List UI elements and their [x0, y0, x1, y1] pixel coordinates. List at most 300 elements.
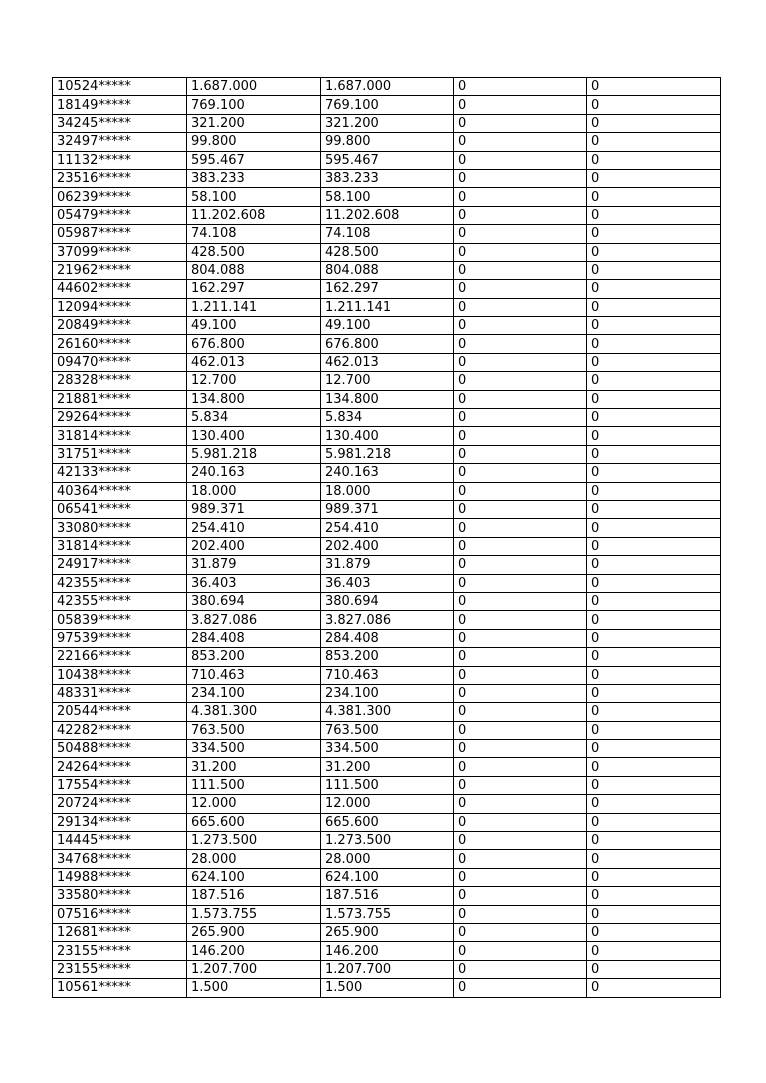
balance-cell: 0: [454, 868, 587, 886]
amount-cell: 146.200: [187, 942, 321, 960]
id-cell: 11132*****: [53, 151, 187, 169]
amount-paid-cell: 49.100: [321, 317, 454, 335]
amount-paid-cell: 31.200: [321, 758, 454, 776]
remainder-cell: 0: [587, 721, 721, 739]
data-table: [52, 77, 721, 998]
amount-paid-cell: 99.800: [321, 133, 454, 151]
balance-cell: 0: [454, 188, 587, 206]
remainder-cell: 0: [587, 500, 721, 518]
balance-cell: 0: [454, 776, 587, 794]
table-row: [53, 409, 721, 427]
remainder-cell: 0: [587, 114, 721, 132]
remainder-cell: 0: [587, 225, 721, 243]
amount-paid-cell: 334.500: [321, 740, 454, 758]
remainder-cell: 0: [587, 280, 721, 298]
remainder-cell: 0: [587, 611, 721, 629]
table-row: [53, 795, 721, 813]
balance-cell: 0: [454, 225, 587, 243]
id-cell: 34245*****: [53, 114, 187, 132]
remainder-cell: 0: [587, 206, 721, 224]
amount-cell: 130.400: [187, 427, 321, 445]
table-row: [53, 868, 721, 886]
remainder-cell: 0: [587, 445, 721, 463]
table-row: [53, 151, 721, 169]
id-cell: 05839*****: [53, 611, 187, 629]
amount-cell: 284.408: [187, 629, 321, 647]
amount-cell: 12.000: [187, 795, 321, 813]
amount-cell: 18.000: [187, 482, 321, 500]
id-cell: 10438*****: [53, 666, 187, 684]
amount-paid-cell: 18.000: [321, 482, 454, 500]
id-cell: 37099*****: [53, 243, 187, 261]
id-cell: 21962*****: [53, 261, 187, 279]
id-cell: 10561*****: [53, 979, 187, 997]
amount-paid-cell: 804.088: [321, 261, 454, 279]
amount-paid-cell: 12.000: [321, 795, 454, 813]
table-row: [53, 684, 721, 702]
balance-cell: 0: [454, 648, 587, 666]
balance-cell: 0: [454, 666, 587, 684]
table-row: [53, 280, 721, 298]
amount-paid-cell: 31.879: [321, 556, 454, 574]
remainder-cell: 0: [587, 261, 721, 279]
table-row: [53, 923, 721, 941]
id-cell: 24917*****: [53, 556, 187, 574]
amount-paid-cell: 1.500: [321, 979, 454, 997]
id-cell: 31814*****: [53, 537, 187, 555]
amount-cell: 111.500: [187, 776, 321, 794]
amount-paid-cell: 383.233: [321, 169, 454, 187]
amount-cell: 676.800: [187, 335, 321, 353]
balance-cell: 0: [454, 335, 587, 353]
balance-cell: 0: [454, 427, 587, 445]
table-row: [53, 556, 721, 574]
table-row: [53, 850, 721, 868]
table-row: [53, 427, 721, 445]
balance-cell: 0: [454, 703, 587, 721]
balance-cell: 0: [454, 813, 587, 831]
balance-cell: 0: [454, 887, 587, 905]
balance-cell: 0: [454, 721, 587, 739]
remainder-cell: 0: [587, 942, 721, 960]
id-cell: 29264*****: [53, 409, 187, 427]
id-cell: 33580*****: [53, 887, 187, 905]
amount-cell: 134.800: [187, 390, 321, 408]
remainder-cell: 0: [587, 850, 721, 868]
remainder-cell: 0: [587, 648, 721, 666]
amount-paid-cell: 428.500: [321, 243, 454, 261]
amount-paid-cell: 202.400: [321, 537, 454, 555]
amount-cell: 5.981.218: [187, 445, 321, 463]
remainder-cell: 0: [587, 427, 721, 445]
table-row: [53, 243, 721, 261]
id-cell: 14988*****: [53, 868, 187, 886]
amount-paid-cell: 111.500: [321, 776, 454, 794]
amount-paid-cell: 254.410: [321, 519, 454, 537]
id-cell: 34768*****: [53, 850, 187, 868]
amount-cell: 321.200: [187, 114, 321, 132]
remainder-cell: 0: [587, 832, 721, 850]
amount-paid-cell: 1.687.000: [321, 78, 454, 96]
remainder-cell: 0: [587, 335, 721, 353]
remainder-cell: 0: [587, 666, 721, 684]
balance-cell: 0: [454, 317, 587, 335]
table-row: [53, 225, 721, 243]
balance-cell: 0: [454, 942, 587, 960]
table-row: [53, 942, 721, 960]
amount-paid-cell: 321.200: [321, 114, 454, 132]
table-row: [53, 721, 721, 739]
amount-cell: 1.207.700: [187, 960, 321, 978]
balance-cell: 0: [454, 133, 587, 151]
balance-cell: 0: [454, 795, 587, 813]
amount-cell: 58.100: [187, 188, 321, 206]
amount-paid-cell: 769.100: [321, 96, 454, 114]
amount-paid-cell: 710.463: [321, 666, 454, 684]
amount-paid-cell: 187.516: [321, 887, 454, 905]
amount-cell: 380.694: [187, 592, 321, 610]
amount-paid-cell: 1.211.141: [321, 298, 454, 316]
amount-cell: 240.163: [187, 464, 321, 482]
table-row: [53, 464, 721, 482]
amount-paid-cell: 28.000: [321, 850, 454, 868]
amount-cell: 12.700: [187, 372, 321, 390]
remainder-cell: 0: [587, 629, 721, 647]
table-row: [53, 979, 721, 997]
id-cell: 23155*****: [53, 942, 187, 960]
remainder-cell: 0: [587, 740, 721, 758]
table-row: [53, 500, 721, 518]
id-cell: 42133*****: [53, 464, 187, 482]
remainder-cell: 0: [587, 482, 721, 500]
amount-paid-cell: 162.297: [321, 280, 454, 298]
id-cell: 97539*****: [53, 629, 187, 647]
remainder-cell: 0: [587, 169, 721, 187]
remainder-cell: 0: [587, 298, 721, 316]
table-row: [53, 960, 721, 978]
table-row: [53, 592, 721, 610]
id-cell: 06541*****: [53, 500, 187, 518]
amount-cell: 4.381.300: [187, 703, 321, 721]
balance-cell: 0: [454, 979, 587, 997]
remainder-cell: 0: [587, 887, 721, 905]
amount-paid-cell: 134.800: [321, 390, 454, 408]
id-cell: 26160*****: [53, 335, 187, 353]
amount-cell: 1.573.755: [187, 905, 321, 923]
balance-cell: 0: [454, 169, 587, 187]
amount-paid-cell: 4.381.300: [321, 703, 454, 721]
id-cell: 40364*****: [53, 482, 187, 500]
balance-cell: 0: [454, 96, 587, 114]
id-cell: 50488*****: [53, 740, 187, 758]
balance-cell: 0: [454, 114, 587, 132]
amount-paid-cell: 146.200: [321, 942, 454, 960]
id-cell: 20849*****: [53, 317, 187, 335]
remainder-cell: 0: [587, 372, 721, 390]
balance-cell: 0: [454, 740, 587, 758]
balance-cell: 0: [454, 445, 587, 463]
balance-cell: 0: [454, 684, 587, 702]
amount-paid-cell: 665.600: [321, 813, 454, 831]
amount-cell: 1.500: [187, 979, 321, 997]
amount-paid-cell: 763.500: [321, 721, 454, 739]
remainder-cell: 0: [587, 133, 721, 151]
amount-paid-cell: 36.403: [321, 574, 454, 592]
amount-paid-cell: 1.207.700: [321, 960, 454, 978]
amount-cell: 265.900: [187, 923, 321, 941]
remainder-cell: 0: [587, 923, 721, 941]
table-row: [53, 905, 721, 923]
amount-cell: 428.500: [187, 243, 321, 261]
remainder-cell: 0: [587, 409, 721, 427]
balance-cell: 0: [454, 611, 587, 629]
id-cell: 07516*****: [53, 905, 187, 923]
amount-paid-cell: 11.202.608: [321, 206, 454, 224]
remainder-cell: 0: [587, 96, 721, 114]
amount-cell: 187.516: [187, 887, 321, 905]
table-row: [53, 169, 721, 187]
id-cell: 42282*****: [53, 721, 187, 739]
id-cell: 44602*****: [53, 280, 187, 298]
table-row: [53, 758, 721, 776]
table-row: [53, 390, 721, 408]
id-cell: 20724*****: [53, 795, 187, 813]
balance-cell: 0: [454, 556, 587, 574]
table-row: [53, 703, 721, 721]
remainder-cell: 0: [587, 151, 721, 169]
amount-paid-cell: 624.100: [321, 868, 454, 886]
balance-cell: 0: [454, 243, 587, 261]
balance-cell: 0: [454, 905, 587, 923]
amount-paid-cell: 380.694: [321, 592, 454, 610]
amount-cell: 763.500: [187, 721, 321, 739]
amount-paid-cell: 130.400: [321, 427, 454, 445]
id-cell: 42355*****: [53, 574, 187, 592]
table-row: [53, 133, 721, 151]
balance-cell: 0: [454, 372, 587, 390]
id-cell: 22166*****: [53, 648, 187, 666]
amount-cell: 334.500: [187, 740, 321, 758]
table-row: [53, 372, 721, 390]
remainder-cell: 0: [587, 243, 721, 261]
balance-cell: 0: [454, 923, 587, 941]
balance-cell: 0: [454, 151, 587, 169]
amount-cell: 31.879: [187, 556, 321, 574]
table-row: [53, 832, 721, 850]
balance-cell: 0: [454, 629, 587, 647]
id-cell: 31814*****: [53, 427, 187, 445]
balance-cell: 0: [454, 537, 587, 555]
amount-paid-cell: 3.827.086: [321, 611, 454, 629]
table-row: [53, 611, 721, 629]
amount-cell: 1.273.500: [187, 832, 321, 850]
table-row: [53, 887, 721, 905]
amount-cell: 162.297: [187, 280, 321, 298]
balance-cell: 0: [454, 500, 587, 518]
remainder-cell: 0: [587, 960, 721, 978]
id-cell: 33080*****: [53, 519, 187, 537]
remainder-cell: 0: [587, 592, 721, 610]
table-row: [53, 298, 721, 316]
amount-paid-cell: 595.467: [321, 151, 454, 169]
amount-cell: 74.108: [187, 225, 321, 243]
balance-cell: 0: [454, 832, 587, 850]
remainder-cell: 0: [587, 464, 721, 482]
amount-cell: 853.200: [187, 648, 321, 666]
amount-paid-cell: 234.100: [321, 684, 454, 702]
remainder-cell: 0: [587, 905, 721, 923]
table-row: [53, 482, 721, 500]
amount-cell: 49.100: [187, 317, 321, 335]
table-row: [53, 335, 721, 353]
balance-cell: 0: [454, 850, 587, 868]
id-cell: 12094*****: [53, 298, 187, 316]
balance-cell: 0: [454, 960, 587, 978]
remainder-cell: 0: [587, 795, 721, 813]
amount-cell: 383.233: [187, 169, 321, 187]
remainder-cell: 0: [587, 813, 721, 831]
remainder-cell: 0: [587, 519, 721, 537]
amount-cell: 99.800: [187, 133, 321, 151]
table-row: [53, 114, 721, 132]
amount-cell: 710.463: [187, 666, 321, 684]
table-row: [53, 78, 721, 96]
amount-cell: 28.000: [187, 850, 321, 868]
id-cell: 05479*****: [53, 206, 187, 224]
balance-cell: 0: [454, 261, 587, 279]
id-cell: 42355*****: [53, 592, 187, 610]
amount-cell: 31.200: [187, 758, 321, 776]
id-cell: 06239*****: [53, 188, 187, 206]
amount-cell: 36.403: [187, 574, 321, 592]
amount-cell: 665.600: [187, 813, 321, 831]
id-cell: 20544*****: [53, 703, 187, 721]
id-cell: 23155*****: [53, 960, 187, 978]
id-cell: 48331*****: [53, 684, 187, 702]
remainder-cell: 0: [587, 574, 721, 592]
amount-cell: 462.013: [187, 353, 321, 371]
amount-cell: 5.834: [187, 409, 321, 427]
table-body: [53, 78, 721, 998]
amount-paid-cell: 853.200: [321, 648, 454, 666]
amount-cell: 202.400: [187, 537, 321, 555]
amount-paid-cell: 989.371: [321, 500, 454, 518]
id-cell: 24264*****: [53, 758, 187, 776]
amount-cell: 769.100: [187, 96, 321, 114]
id-cell: 14445*****: [53, 832, 187, 850]
remainder-cell: 0: [587, 979, 721, 997]
table-row: [53, 206, 721, 224]
table-row: [53, 537, 721, 555]
id-cell: 12681*****: [53, 923, 187, 941]
remainder-cell: 0: [587, 868, 721, 886]
amount-paid-cell: 265.900: [321, 923, 454, 941]
table-row: [53, 574, 721, 592]
table-row: [53, 353, 721, 371]
amount-cell: 234.100: [187, 684, 321, 702]
amount-cell: 595.467: [187, 151, 321, 169]
amount-cell: 11.202.608: [187, 206, 321, 224]
id-cell: 31751*****: [53, 445, 187, 463]
amount-cell: 254.410: [187, 519, 321, 537]
remainder-cell: 0: [587, 684, 721, 702]
table-row: [53, 629, 721, 647]
amount-paid-cell: 284.408: [321, 629, 454, 647]
id-cell: 18149*****: [53, 96, 187, 114]
table-row: [53, 519, 721, 537]
table-row: [53, 261, 721, 279]
balance-cell: 0: [454, 592, 587, 610]
remainder-cell: 0: [587, 758, 721, 776]
amount-paid-cell: 12.700: [321, 372, 454, 390]
id-cell: 23516*****: [53, 169, 187, 187]
id-cell: 05987*****: [53, 225, 187, 243]
table-row: [53, 666, 721, 684]
table-row: [53, 96, 721, 114]
table-row: [53, 188, 721, 206]
id-cell: 09470*****: [53, 353, 187, 371]
remainder-cell: 0: [587, 776, 721, 794]
id-cell: 32497*****: [53, 133, 187, 151]
remainder-cell: 0: [587, 353, 721, 371]
amount-cell: 624.100: [187, 868, 321, 886]
balance-cell: 0: [454, 280, 587, 298]
remainder-cell: 0: [587, 188, 721, 206]
id-cell: 10524*****: [53, 78, 187, 96]
table-row: [53, 813, 721, 831]
table-row: [53, 445, 721, 463]
amount-paid-cell: 74.108: [321, 225, 454, 243]
amount-paid-cell: 1.573.755: [321, 905, 454, 923]
remainder-cell: 0: [587, 317, 721, 335]
remainder-cell: 0: [587, 703, 721, 721]
balance-cell: 0: [454, 206, 587, 224]
id-cell: 21881*****: [53, 390, 187, 408]
balance-cell: 0: [454, 78, 587, 96]
amount-paid-cell: 676.800: [321, 335, 454, 353]
remainder-cell: 0: [587, 390, 721, 408]
amount-paid-cell: 5.834: [321, 409, 454, 427]
amount-cell: 3.827.086: [187, 611, 321, 629]
balance-cell: 0: [454, 464, 587, 482]
amount-cell: 1.211.141: [187, 298, 321, 316]
table-row: [53, 776, 721, 794]
amount-paid-cell: 240.163: [321, 464, 454, 482]
balance-cell: 0: [454, 482, 587, 500]
amount-paid-cell: 462.013: [321, 353, 454, 371]
balance-cell: 0: [454, 758, 587, 776]
amount-cell: 804.088: [187, 261, 321, 279]
id-cell: 17554*****: [53, 776, 187, 794]
balance-cell: 0: [454, 298, 587, 316]
remainder-cell: 0: [587, 556, 721, 574]
id-cell: 28328*****: [53, 372, 187, 390]
balance-cell: 0: [454, 409, 587, 427]
amount-paid-cell: 1.273.500: [321, 832, 454, 850]
balance-cell: 0: [454, 519, 587, 537]
amount-paid-cell: 5.981.218: [321, 445, 454, 463]
balance-cell: 0: [454, 390, 587, 408]
table-row: [53, 740, 721, 758]
id-cell: 29134*****: [53, 813, 187, 831]
amount-cell: 989.371: [187, 500, 321, 518]
remainder-cell: 0: [587, 78, 721, 96]
amount-paid-cell: 58.100: [321, 188, 454, 206]
amount-cell: 1.687.000: [187, 78, 321, 96]
balance-cell: 0: [454, 574, 587, 592]
remainder-cell: 0: [587, 537, 721, 555]
table-row: [53, 317, 721, 335]
